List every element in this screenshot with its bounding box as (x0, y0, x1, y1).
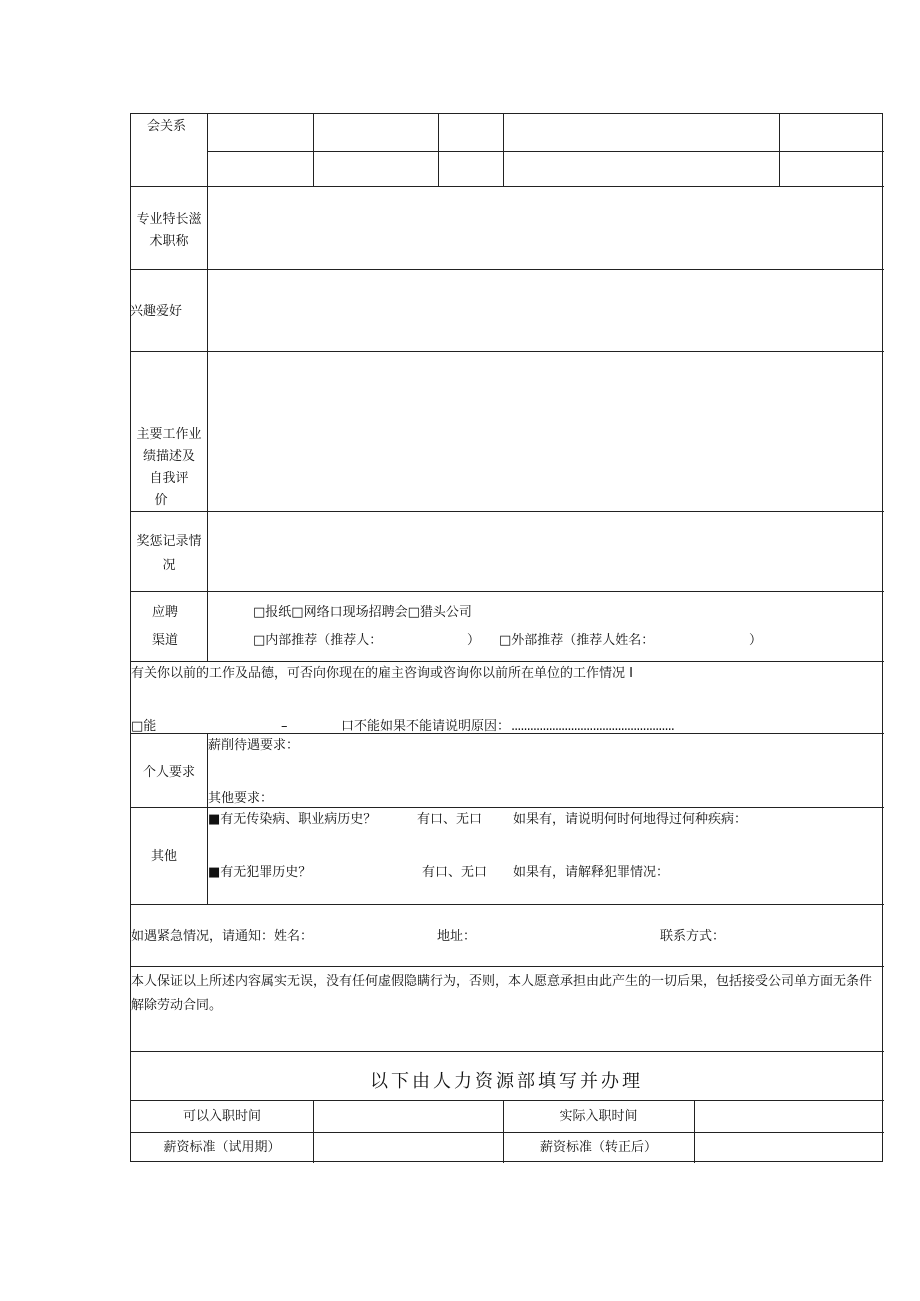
external-referral-close: ） (749, 633, 763, 648)
reference-no-option[interactable]: 口不能如果不能请说明原因： (341, 719, 511, 734)
reference-yes-option[interactable]: □能 (131, 719, 157, 734)
row-divider (131, 269, 884, 270)
cell-divider (779, 114, 780, 186)
row-divider (131, 1051, 884, 1052)
regular-salary-label: 薪资标准（转正后） (539, 1140, 657, 1155)
criminal-history-question: ■有无犯罪历史？ (208, 865, 312, 880)
channel-options[interactable]: □报纸□网络口现场招聘会□猎头公司 (253, 605, 472, 620)
row-divider (131, 904, 884, 905)
probation-salary-label: 薪资标准（试用期） (163, 1140, 281, 1155)
row-divider (131, 511, 884, 512)
row-divider (131, 1100, 884, 1101)
cell-divider (503, 114, 504, 186)
hobbies-label: 兴趣爱好 (130, 304, 183, 319)
rewards-label-line1: 奖惩记录情 (136, 534, 202, 549)
channel-label-line2: 渠道 (151, 633, 178, 648)
work-summary-label-line2: 绩描述及 (142, 449, 195, 464)
entry-time-label: 可以入职时间 (182, 1109, 261, 1124)
reference-dash: – (281, 719, 288, 734)
row-divider (207, 151, 884, 152)
specialty-label-line1: 专业特长滋 (136, 212, 202, 227)
row-divider (131, 1132, 884, 1133)
application-form-table (130, 113, 883, 1162)
channel-label-line1: 应聘 (151, 605, 178, 620)
row-divider (131, 186, 884, 187)
declaration-text: 本人保证以上所述内容属实无误，没有任何虚假隐瞒行为，否则，本人愿意承担由此产生的一切后果，包括接受公司单方面无条件解除劳动合同。 (131, 974, 873, 1013)
hr-section-title: 以下由人力资源部填写并办理 (370, 1071, 643, 1092)
reference-check-question: 有关你以前的工作及品德，可否向你现在的雇主咨询或咨询你以前所在单位的工作情况 I (131, 666, 633, 681)
row-divider (131, 966, 884, 967)
personal-requirements-label: 个人要求 (142, 765, 195, 780)
criminal-history-options[interactable]: 有口、无口 (422, 865, 488, 880)
label-column-divider (207, 114, 208, 661)
emergency-address-label: 地址： (437, 929, 477, 944)
internal-referral-close: ） (467, 633, 481, 648)
work-summary-label-line3: 自我评 (149, 471, 189, 486)
disease-history-question: ■有无传染病、职业病历史？ (208, 812, 377, 827)
row-divider (131, 591, 884, 592)
internal-referral-option[interactable]: □内部推荐（推荐人： (253, 633, 383, 648)
disease-history-options[interactable]: 有口、无口 (417, 812, 483, 827)
specialty-label-line2: 术职称 (149, 234, 189, 249)
rewards-label-line2: 况 (162, 558, 176, 573)
reference-reason-line: .................................................... (511, 719, 674, 734)
work-summary-label-line4: 价 (154, 493, 168, 508)
emergency-name-label: 如遇紧急情况，请通知：姓名： (131, 929, 314, 944)
other-requirement: 其他要求： (208, 791, 274, 806)
row-divider (131, 661, 884, 662)
criminal-history-followup: 如果有，请解释犯罪情况： (513, 865, 670, 880)
emergency-contact-label: 联系方式： (660, 929, 726, 944)
cell-divider (438, 114, 439, 186)
cell-divider (694, 1100, 695, 1163)
salary-requirement: 薪削待遇要求： (208, 738, 300, 753)
work-summary-label-line1: 主要工作业 (136, 427, 202, 442)
actual-entry-time-label: 实际入职时间 (559, 1109, 638, 1124)
row-divider (131, 351, 884, 352)
cell-divider (313, 114, 314, 186)
external-referral-option[interactable]: □外部推荐（推荐人姓名： (499, 633, 655, 648)
disease-history-followup: 如果有，请说明何时何地得过何种疾病： (513, 812, 748, 827)
cell-divider (313, 1100, 314, 1163)
other-label: 其他 (150, 849, 177, 864)
social-relations-label: 会关系 (147, 119, 187, 134)
